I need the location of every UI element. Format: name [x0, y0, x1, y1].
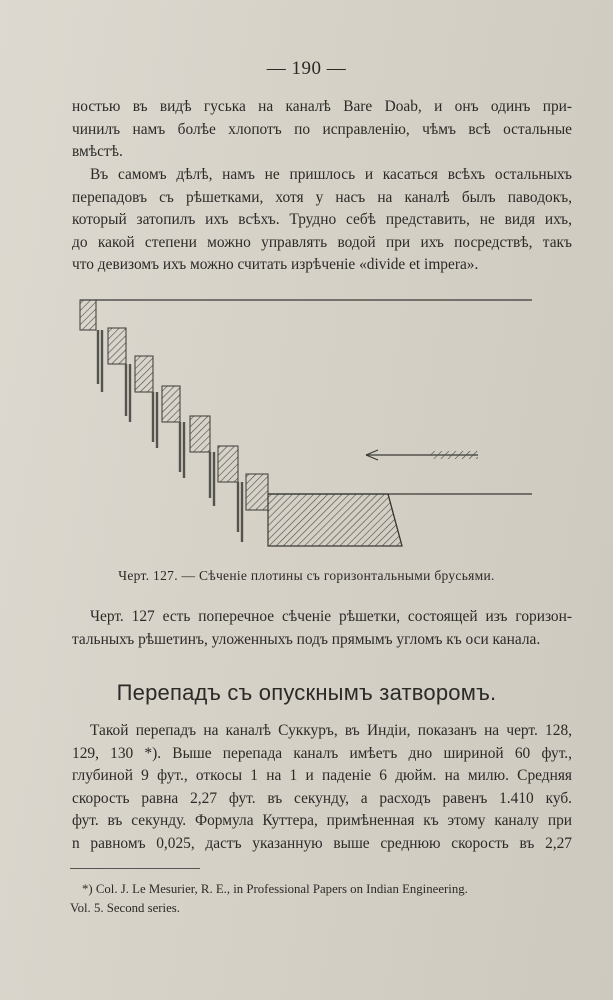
text-line: 129, 130 *). Выше перепада каналъ имѣетъ дно шириной 60 фут., [72, 744, 572, 762]
base-block [268, 494, 402, 546]
paragraph-sukkur-canal [72, 720, 572, 856]
footnote-line: Vol. 5. Second series. [70, 901, 180, 915]
text-line: Въ самомъ дѣлѣ, намъ не пришлось и касаться всѣхъ остальныхъ [90, 166, 572, 183]
text-line: перепадовъ съ рѣшетками, хотя у насъ на каналѣ былъ паводокъ, [72, 188, 572, 206]
text-line: чинилъ намъ болѣе хлопотъ по исправленію, чѣмъ всѣ остальные [72, 120, 572, 138]
text-line: вмѣстѣ. [72, 143, 123, 161]
flow-arrow [366, 450, 478, 460]
page-number: — 190 — [266, 58, 347, 79]
text-line: который затопилъ ихъ всѣхъ. Трудно себѣ представить, не видя ихъ, [72, 211, 572, 229]
figure-caption: Черт. 127. — Сѣченіе плотины съ горизонтальными брусьями. [118, 568, 495, 583]
section-heading: Перепадъ съ опускнымъ затворомъ. [116, 680, 497, 705]
paragraph-trash-racks [72, 164, 572, 277]
dam-section-figure [70, 292, 540, 562]
text-line: n равномъ 0,025, дастъ указанную выше среднюю скорость въ 2,27 [72, 834, 572, 852]
footnote-rule [70, 868, 200, 869]
paragraph-continued [72, 96, 572, 164]
text-line: Такой перепадъ на каналѣ Суккуръ, въ Индіи, показанъ на черт. 128, [90, 722, 572, 739]
text-line: фут. въ секунду. Формула Куттера, примѣненная къ этому каналу при [72, 812, 572, 830]
text-line: ностью въ видѣ гуська на каналѣ Bare Doab, и онъ одинъ при- [72, 98, 572, 115]
paragraph-figure-description [72, 606, 572, 651]
text-line: глубиной 9 фут., откосы 1 на 1 и паденіе 6 дюйм. на милю. Средняя [72, 767, 572, 785]
text-line: что девизомъ ихъ можно считать изрѣченіе «divide et impera». [72, 256, 479, 274]
text-line: тальныхъ рѣшетинъ, уложенныхъ подъ прямымъ угломъ къ оси канала. [72, 630, 541, 648]
horizontal-bars [80, 300, 268, 510]
text-line: Черт. 127 есть поперечное сѣченіе рѣшетки, состоящей изъ горизон- [90, 608, 572, 625]
text-line: скорость равна 2,27 фут. въ секунду, а расходъ равенъ 1.410 куб. [72, 789, 572, 807]
footnote [70, 880, 572, 918]
footnote-line: *) Col. J. Le Mesurier, R. E., in Professional Papers on Indian Engineering. [82, 882, 468, 896]
text-line: до какой степени можно управлять водой при ихъ посредствѣ, такъ [72, 233, 572, 251]
